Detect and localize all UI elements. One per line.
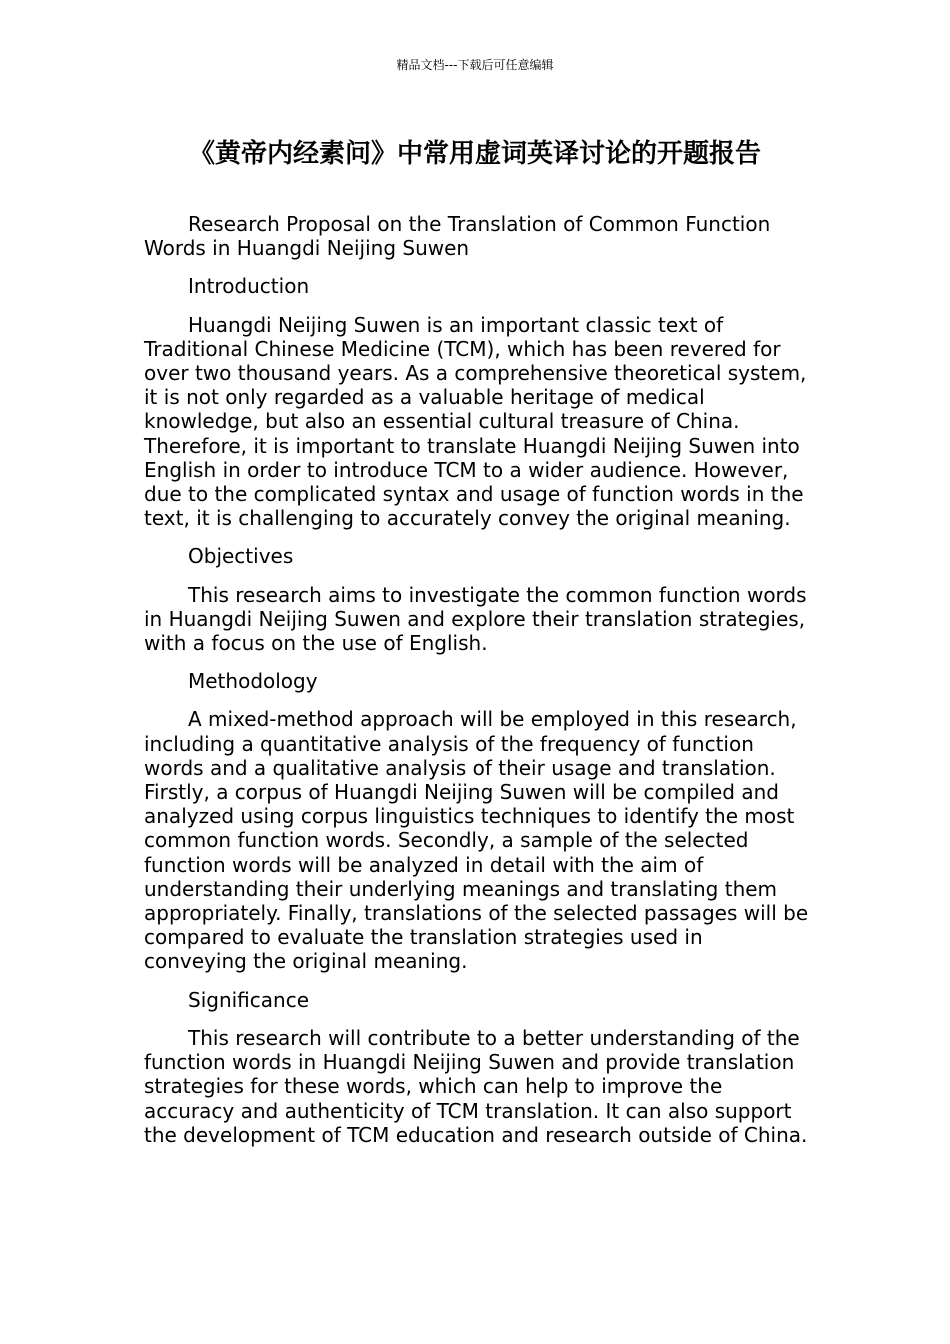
document-title: 《黄帝内经素问》中常用虚词英译讨论的开题报告 (188, 139, 761, 169)
objectives-paragraph: This research aims to investigate the common function words in Huangdi Neijing Suwen and explore their translation strategies, with a focus on the use of English. (144, 582, 807, 656)
introduction-paragraph: Huangdi Neijing Suwen is an important classic text of Traditional Chinese Medicine (TCM), which has been revered for over two thousand years. As a comprehensive theoretical system, it is not only regarded as a valuable heritage of medical knowledge, but also an essential cultural treasure of China. Therefore, it is important to translate Huangdi Neijing Suwen into English in order to introduce TCM to a wider audience. However, due to the complicated syntax and usage of function words in the text, it is challenging to accurately convey the original meaning. (144, 312, 807, 531)
header-note: 精品文档---下载后可任意编辑 (396, 58, 554, 72)
methodology-paragraph: A mixed-method approach will be employed in this research, including a quantitative analysis of the frequency of function words and a qualitative analysis of their usage and translation. Firstly, a corpus of Huangdi Neijing Suwen will be compiled and analyzed using corpus linguistics techniques to identify the most common function words. Secondly, a sample of the selected function words will be analyzed in detail with the aim of understanding their underlying meanings and translating them appropriately. Finally, translations of the selected passages will be compared to evaluate the translation strategies used in conveying the original meaning. (144, 707, 809, 974)
section-heading-introduction: Introduction (188, 274, 310, 299)
section-heading-significance: Significance (188, 987, 310, 1012)
section-heading-objectives: Objectives (188, 544, 294, 569)
section-heading-methodology: Methodology (188, 669, 318, 694)
significance-paragraph: This research will contribute to a better understanding of the function words in Huangdi Neijing Suwen and provide translation strategies for these words, which can help to improve the accuracy and authenticity of TCM translation. It can also support the development of TCM education and research outside of China. (144, 1025, 808, 1147)
english-title-paragraph: Research Proposal on the Translation of Common Function Words in Huangdi Neijing Suwen (144, 212, 771, 261)
document-body (144, 212, 810, 1161)
